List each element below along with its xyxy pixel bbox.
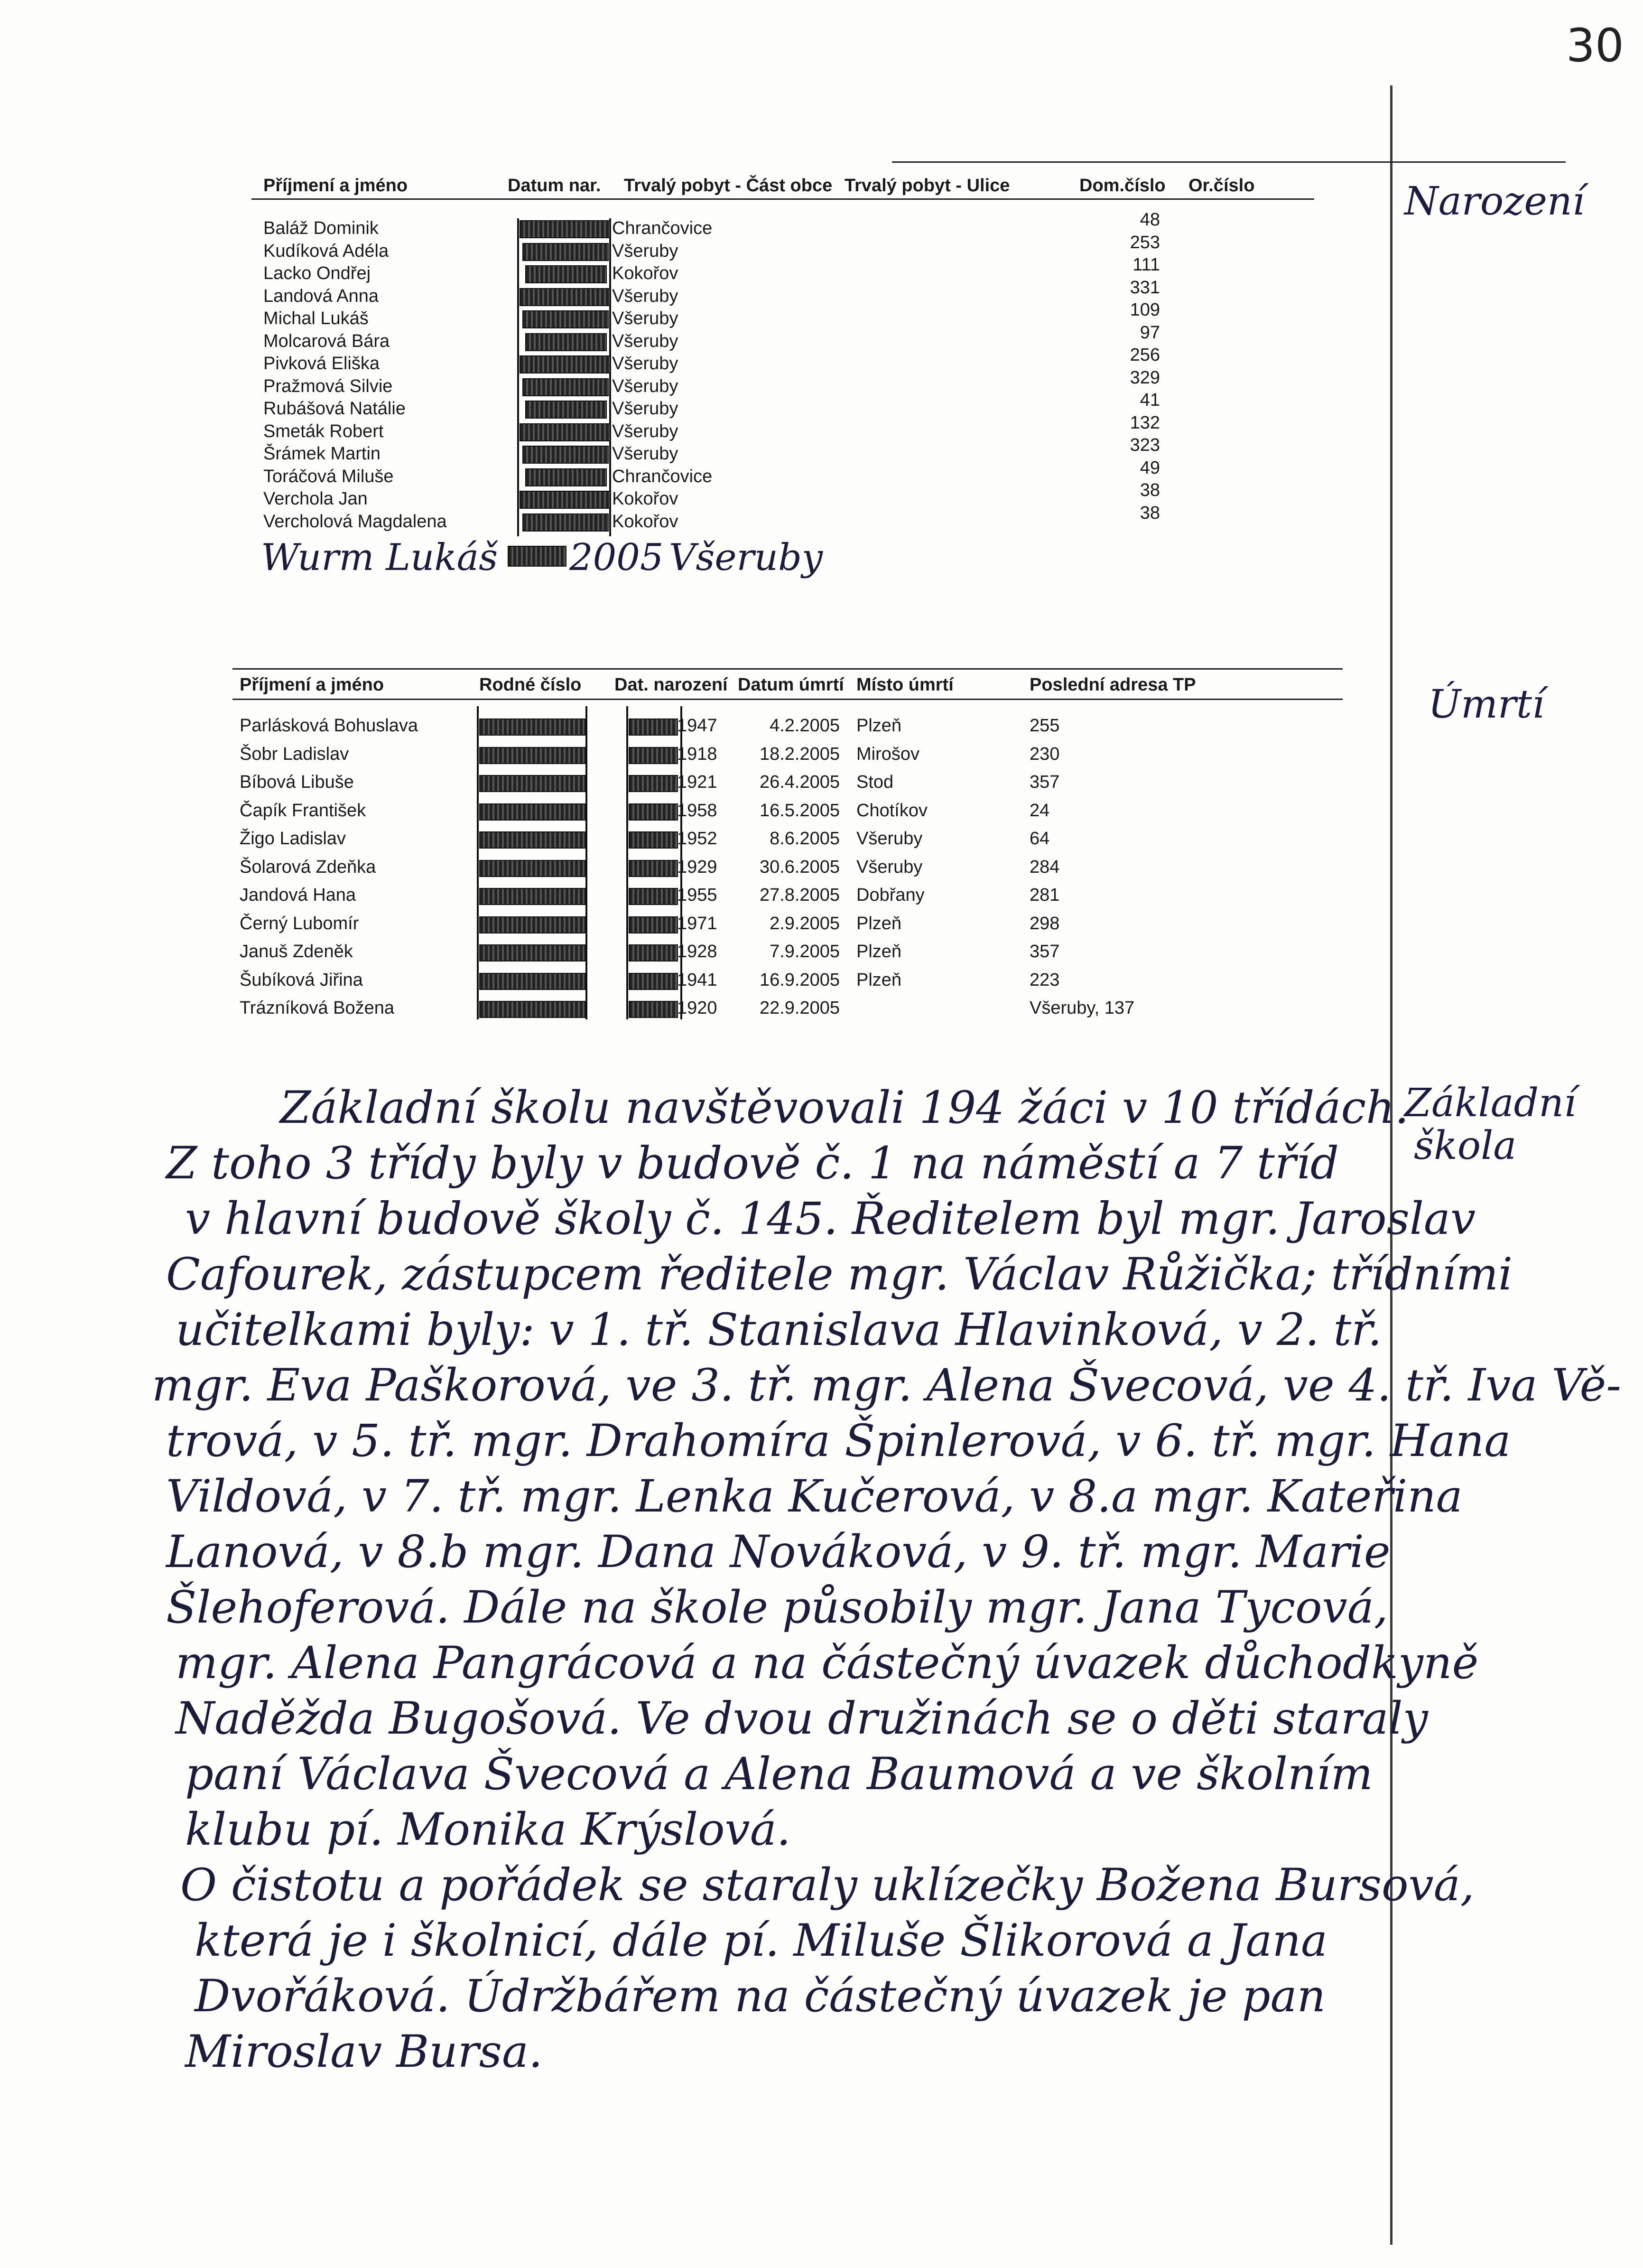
births-cell-part: Všeruby xyxy=(612,241,678,261)
births-cell-date-redacted xyxy=(520,288,611,306)
deaths-cell-place: Plzeň xyxy=(856,942,902,961)
deaths-header-addr: Poslední adresa TP xyxy=(1030,675,1196,695)
births-cell-name: Landová Anna xyxy=(263,286,379,306)
handwritten-line: Miroslav Bursa. xyxy=(185,2026,543,2078)
deaths-row xyxy=(240,768,1331,796)
births-cell-part: Všeruby xyxy=(612,286,678,306)
births-table xyxy=(251,161,1314,579)
births-cell-dom: 111 xyxy=(1132,255,1160,275)
handwritten-line: O čistotu a pořádek se staraly uklízečky Božena Bursová, xyxy=(180,1859,1475,1911)
deaths-cell-dob-redacted xyxy=(629,944,678,961)
births-cell-part: Všeruby xyxy=(612,421,678,441)
births-cell-name: Michal Lukáš xyxy=(263,308,369,328)
deaths-cell-dob-redacted xyxy=(629,803,678,821)
deaths-cell-name: Jandová Hana xyxy=(240,885,356,905)
deaths-cell-dob-redacted xyxy=(629,1001,678,1018)
births-header-part: Trvalý pobyt - Část obce xyxy=(624,176,833,196)
births-cell-dom: 38 xyxy=(1140,480,1160,500)
deaths-cell-place: Plzeň xyxy=(856,970,902,990)
deaths-cell-place: Mirošov xyxy=(856,744,920,764)
handwritten-line: Šlehoferová. Dále na škole působily mgr. Jana Tycová, xyxy=(166,1582,1388,1633)
handwritten-line: která je i školnicí, dále pí. Miluše Šlikorová a Jana xyxy=(195,1915,1328,1967)
deaths-row xyxy=(240,740,1331,768)
margin-note-school-line1: Základní xyxy=(1404,1081,1577,1126)
births-row xyxy=(263,503,1307,533)
births-cell-date-redacted xyxy=(522,378,609,396)
deaths-cell-addr: 357 xyxy=(1030,942,1060,961)
births-cell-part: Kokořov xyxy=(612,263,678,283)
births-header-name: Příjmení a jméno xyxy=(263,176,408,196)
deaths-cell-addr: 230 xyxy=(1030,744,1060,764)
handwritten-line: v hlavní budově školy č. 145. Ředitelem byl mgr. Jaroslav xyxy=(185,1193,1476,1245)
deaths-cell-name: Čapík František xyxy=(240,800,366,821)
handwritten-part: Všeruby xyxy=(669,536,823,579)
deaths-header-name: Příjmení a jméno xyxy=(240,675,384,695)
births-cell-dom: 331 xyxy=(1130,277,1160,298)
deaths-cell-addr: 357 xyxy=(1030,772,1060,792)
deaths-header-dod: Datum úmrtí xyxy=(738,675,844,695)
births-header-dom: Dom.číslo xyxy=(1079,176,1166,196)
deaths-cell-rc-redacted xyxy=(479,860,585,877)
deaths-cell-dob-redacted xyxy=(629,775,678,792)
deaths-row xyxy=(240,853,1331,881)
deaths-cell-place: Všeruby xyxy=(856,829,923,849)
births-cell-part: Všeruby xyxy=(612,331,678,351)
deaths-cell-birth-year: 1918 xyxy=(677,744,717,764)
deaths-row xyxy=(240,881,1331,909)
deaths-header-rc: Rodné číslo xyxy=(479,675,582,695)
deaths-cell-name: Šubíková Jiřina xyxy=(240,970,363,990)
deaths-top-rule xyxy=(232,668,1343,670)
deaths-cell-place: Plzeň xyxy=(856,913,902,933)
deaths-row xyxy=(240,994,1331,1022)
deaths-cell-place: Stod xyxy=(856,772,894,792)
deaths-cell-birth-year: 1921 xyxy=(677,772,717,792)
handwritten-line: Lanová, v 8.b mgr. Dana Nováková, v 9. tř. mgr. Marie xyxy=(166,1526,1391,1578)
births-cell-date-redacted xyxy=(522,513,609,532)
births-header-street: Trvalý pobyt - Ulice xyxy=(845,176,1010,196)
handwritten-name: Wurm Lukáš xyxy=(261,536,498,579)
deaths-cell-rc-redacted xyxy=(479,719,585,736)
deaths-cell-dob-redacted xyxy=(629,747,678,764)
deaths-cell-rc-redacted xyxy=(479,831,585,849)
deaths-cell-addr: 284 xyxy=(1030,857,1060,877)
births-cell-dom: 109 xyxy=(1130,300,1160,320)
births-cell-date-redacted xyxy=(525,265,607,283)
deaths-row xyxy=(240,797,1331,825)
births-cell-part: Všeruby xyxy=(612,399,678,419)
deaths-cell-name: Šobr Ladislav xyxy=(240,744,349,764)
handwritten-line: Naděžda Bugošová. Ve dvou družinách se o děti staraly xyxy=(176,1693,1428,1745)
deaths-cell-name: Žigo Ladislav xyxy=(240,829,346,849)
births-top-rule xyxy=(892,161,1566,163)
deaths-cell-place: Dobřany xyxy=(856,885,925,905)
deaths-cell-addr: 223 xyxy=(1030,970,1060,990)
births-cell-date-redacted xyxy=(525,333,607,351)
deaths-cell-name: Černý Lubomír xyxy=(240,913,359,933)
deaths-cell-birth-year: 1971 xyxy=(677,913,717,933)
deaths-cell-birth-year: 1955 xyxy=(677,885,717,905)
deaths-table xyxy=(232,664,1343,1025)
births-cell-date-redacted xyxy=(522,243,609,261)
births-cell-name: Rubášová Natálie xyxy=(263,399,406,419)
deaths-cell-death-date: 27.8.2005 xyxy=(759,885,840,905)
births-cell-date-redacted xyxy=(525,401,607,419)
deaths-row xyxy=(240,938,1331,966)
deaths-cell-rc-redacted xyxy=(479,973,585,990)
births-cell-dom: 97 xyxy=(1140,322,1160,343)
deaths-cell-dob-redacted xyxy=(629,719,678,736)
deaths-row xyxy=(240,825,1331,853)
deaths-cell-addr: 64 xyxy=(1030,829,1050,849)
births-cell-date-redacted xyxy=(520,491,611,509)
deaths-cell-birth-year: 1929 xyxy=(677,857,717,877)
births-cell-name: Verchola Jan xyxy=(263,489,368,509)
handwritten-line: paní Václava Švecová a Alena Baumová a ve školním xyxy=(185,1748,1373,1800)
deaths-cell-rc-redacted xyxy=(479,944,585,961)
deaths-cell-rc-redacted xyxy=(479,1001,585,1018)
births-cell-name: Šrámek Martin xyxy=(263,444,381,464)
births-cell-name: Pražmová Silvie xyxy=(263,376,393,396)
deaths-header-rule xyxy=(232,699,1343,700)
margin-line xyxy=(1390,85,1392,2245)
deaths-row xyxy=(240,966,1331,994)
deaths-cell-name: Šolarová Zdeňka xyxy=(240,857,376,877)
deaths-cell-death-date: 7.9.2005 xyxy=(770,942,840,961)
handwritten-year: 2005 xyxy=(569,536,664,579)
births-cell-dom: 329 xyxy=(1130,367,1160,388)
deaths-cell-birth-year: 1952 xyxy=(677,829,717,849)
deaths-cell-death-date: 16.9.2005 xyxy=(759,970,840,990)
deaths-cell-name: Trázníková Božena xyxy=(240,998,394,1018)
deaths-cell-name: Parlásková Bohuslava xyxy=(240,716,418,736)
deaths-cell-death-date: 8.6.2005 xyxy=(770,829,840,849)
handwritten-line: Vildová, v 7. tř. mgr. Lenka Kučerová, v 8.a mgr. Kateřina xyxy=(166,1471,1463,1522)
deaths-cell-addr: 24 xyxy=(1030,800,1050,821)
handwritten-line: učitelkami byly: v 1. tř. Stanislava Hlavinková, v 2. tř. xyxy=(176,1304,1382,1356)
page-number: 30 xyxy=(1566,19,1624,72)
deaths-cell-addr: 255 xyxy=(1030,716,1060,736)
margin-note-school-line2: škola xyxy=(1414,1123,1517,1169)
births-cell-dom: 132 xyxy=(1130,412,1160,433)
deaths-row xyxy=(240,712,1331,740)
deaths-cell-dob-redacted xyxy=(629,860,678,877)
births-cell-name: Lacko Ondřej xyxy=(263,263,371,283)
handwritten-line: mgr. Eva Paškorová, ve 3. tř. mgr. Alena Švecová, ve 4. tř. Iva Vě- xyxy=(152,1360,1622,1411)
handwritten-line: klubu pí. Monika Krýslová. xyxy=(185,1804,791,1856)
deaths-cell-rc-redacted xyxy=(479,916,585,933)
births-cell-part: Všeruby xyxy=(612,308,678,328)
births-cell-name: Toráčová Miluše xyxy=(263,466,394,486)
deaths-cell-death-date: 18.2.2005 xyxy=(759,744,840,764)
deaths-cell-place: Chotíkov xyxy=(856,800,928,821)
births-header-or: Or.číslo xyxy=(1188,176,1255,196)
deaths-cell-death-date: 4.2.2005 xyxy=(770,716,840,736)
deaths-cell-death-date: 16.5.2005 xyxy=(759,800,840,821)
births-header-date: Datum nar. xyxy=(508,176,601,196)
births-cell-name: Kudíková Adéla xyxy=(263,241,389,261)
births-cell-part: Všeruby xyxy=(612,376,678,396)
births-cell-name: Vercholová Magdalena xyxy=(263,511,447,532)
deaths-cell-dob-redacted xyxy=(629,973,678,990)
margin-note-school xyxy=(1404,1082,1576,1167)
deaths-cell-rc-redacted xyxy=(479,803,585,821)
deaths-cell-death-date: 2.9.2005 xyxy=(770,913,840,933)
births-cell-dom: 38 xyxy=(1140,503,1160,523)
deaths-cell-addr: 298 xyxy=(1030,913,1060,933)
deaths-header-dob: Dat. narození xyxy=(614,675,728,695)
births-cell-name: Molcarová Bára xyxy=(263,331,390,351)
deaths-cell-birth-year: 1941 xyxy=(677,970,717,990)
deaths-cell-birth-year: 1928 xyxy=(677,942,717,961)
deaths-cell-dob-redacted xyxy=(629,916,678,933)
births-cell-part: Všeruby xyxy=(612,354,678,373)
handwritten-line: Z toho 3 třídy byly v budově č. 1 na náměstí a 7 tříd xyxy=(166,1138,1339,1189)
births-cell-dom: 41 xyxy=(1140,390,1160,410)
births-cell-date-redacted xyxy=(522,310,609,328)
deaths-cell-name: Januš Zdeněk xyxy=(240,942,353,961)
births-cell-date-redacted xyxy=(520,220,611,238)
deaths-cell-place: Plzeň xyxy=(856,716,902,736)
deaths-cell-rc-redacted xyxy=(479,775,585,792)
births-cell-dom: 253 xyxy=(1130,232,1160,252)
handwritten-line: mgr. Alena Pangrácová a na částečný úvazek důchodkyně xyxy=(176,1637,1479,1689)
margin-note-deaths: Úmrtí xyxy=(1428,682,1545,727)
deaths-row xyxy=(240,910,1331,938)
deaths-cell-death-date: 30.6.2005 xyxy=(759,857,840,877)
births-cell-name: Smeták Robert xyxy=(263,421,384,441)
births-cell-part: Kokořov xyxy=(612,489,678,509)
births-cell-part: Všeruby xyxy=(612,444,678,464)
deaths-cell-addr: 281 xyxy=(1030,885,1060,905)
births-cell-name: Pivková Eliška xyxy=(263,354,380,373)
deaths-cell-birth-year: 1920 xyxy=(677,998,717,1018)
births-handwritten-row xyxy=(261,536,1257,579)
deaths-cell-rc-redacted xyxy=(479,888,585,905)
births-cell-dom: 49 xyxy=(1140,457,1160,478)
deaths-cell-dob-redacted xyxy=(629,831,678,849)
handwritten-redaction xyxy=(508,546,566,567)
deaths-cell-name: Bíbová Libuše xyxy=(240,772,354,792)
births-cell-date-redacted xyxy=(525,468,607,486)
handwritten-line: Dvořáková. Údržbářem na částečný úvazek je pan xyxy=(195,1970,1326,2022)
deaths-cell-birth-year: 1958 xyxy=(677,800,717,821)
births-cell-date-redacted xyxy=(522,446,609,464)
deaths-cell-birth-year: 1947 xyxy=(677,716,717,736)
births-cell-date-redacted xyxy=(520,355,611,373)
births-cell-dom: 256 xyxy=(1130,345,1160,365)
births-cell-part: Kokořov xyxy=(612,511,678,532)
deaths-cell-death-date: 26.4.2005 xyxy=(759,772,840,792)
births-cell-part: Chrančovice xyxy=(612,466,713,486)
deaths-cell-addr: Všeruby, 137 xyxy=(1030,998,1135,1018)
births-cell-dom: 323 xyxy=(1130,435,1160,455)
births-cell-part: Chrančovice xyxy=(612,218,713,238)
handwritten-line: Základní školu navštěvovali 194 žáci v 10 třídách. xyxy=(280,1082,1409,1134)
births-cell-name: Baláž Dominik xyxy=(263,218,379,238)
births-cell-dom: 48 xyxy=(1140,210,1160,230)
handwritten-line: Cafourek, zástupcem ředitele mgr. Václav Růžička; třídními xyxy=(166,1249,1513,1300)
deaths-cell-rc-redacted xyxy=(479,747,585,764)
deaths-cell-death-date: 22.9.2005 xyxy=(759,998,840,1018)
margin-note-births: Narození xyxy=(1404,179,1585,224)
births-cell-date-redacted xyxy=(520,423,611,441)
deaths-cell-dob-redacted xyxy=(629,888,678,905)
deaths-cell-place: Všeruby xyxy=(856,857,923,877)
births-header-rule xyxy=(251,198,1314,200)
deaths-header-place: Místo úmrtí xyxy=(856,675,954,695)
handwritten-line: trová, v 5. tř. mgr. Drahomíra Špinlerová, v 6. tř. mgr. Hana xyxy=(166,1415,1511,1467)
